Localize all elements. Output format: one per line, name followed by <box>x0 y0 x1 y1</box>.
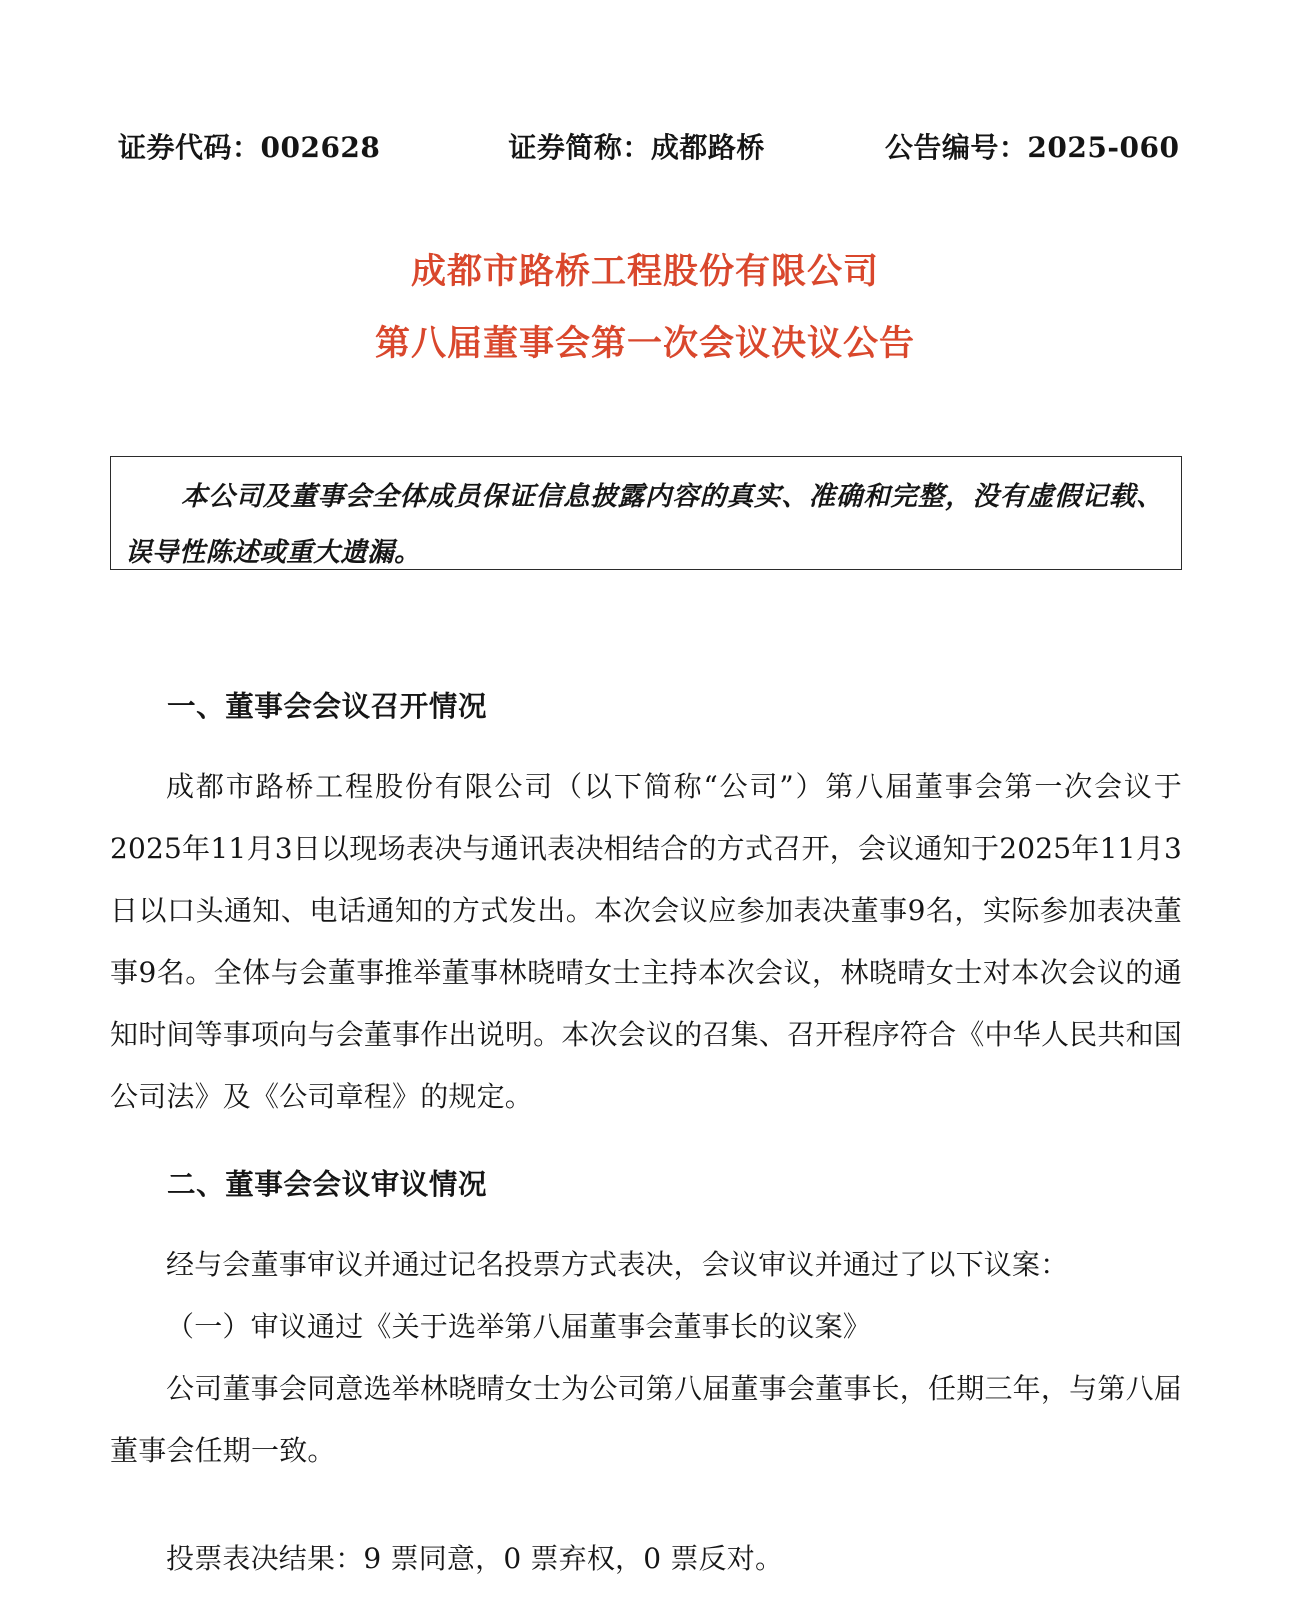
document-header <box>118 126 1178 166</box>
section-heading-meeting-deliberation: 二、董事会会议审议情况 <box>167 1168 488 1201</box>
vote-result: 投票表决结果：9 票同意，0 票弃权，0 票反对。 <box>166 1542 784 1575</box>
disclaimer-box <box>110 456 1182 570</box>
section-paragraph-meeting-convening: 成都市路桥工程股份有限公司（以下简称“公司”）第八届董事会第一次会议于2025年11月3日以现场表决与通讯表决相结合的方式召开，会议通知于2025年11月3日以口头通知、电话通知的方式发出。本次会议应参加表决董事9名，实际参加表决董事9名。全体与会董事推举董事林晓晴女士主持本次会议，林晓晴女士对本次会议的通知时间等事项向与会董事作出说明。本次会议的召集、召开程序符合《中华人民共和国公司法》及《公司章程》的规定。 <box>110 770 1182 1113</box>
section-paragraph-deliberation-intro: 经与会董事审议并通过记名投票方式表决，会议审议并通过了以下议案： <box>166 1248 1069 1281</box>
section-heading-meeting-convening: 一、董事会会议召开情况 <box>167 690 488 723</box>
title-line-company: 成都市路桥工程股份有限公司 <box>410 252 879 292</box>
page-title <box>0 236 1290 380</box>
document-body <box>110 676 1182 1482</box>
announcement-number: 公告编号：2025-060 <box>884 131 1180 164</box>
security-short-name: 证券简称：成都路桥 <box>508 131 765 164</box>
proposal-item-one-detail: 公司董事会同意选举林晓晴女士为公司第八届董事会董事长，任期三年，与第八届董事会任期一致。 <box>110 1372 1182 1467</box>
disclaimer-text: 本公司及董事会全体成员保证信息披露内容的真实、准确和完整，没有虚假记载、误导性陈述或重大遗漏。 <box>125 481 1163 568</box>
proposal-item-one: （一）审议通过《关于选举第八届董事会董事长的议案》 <box>166 1310 872 1343</box>
vote-result-clipped-region <box>110 1528 1182 1605</box>
security-code: 证券代码：002628 <box>118 131 381 164</box>
title-line-subject: 第八届董事会第一次会议决议公告 <box>374 324 915 364</box>
